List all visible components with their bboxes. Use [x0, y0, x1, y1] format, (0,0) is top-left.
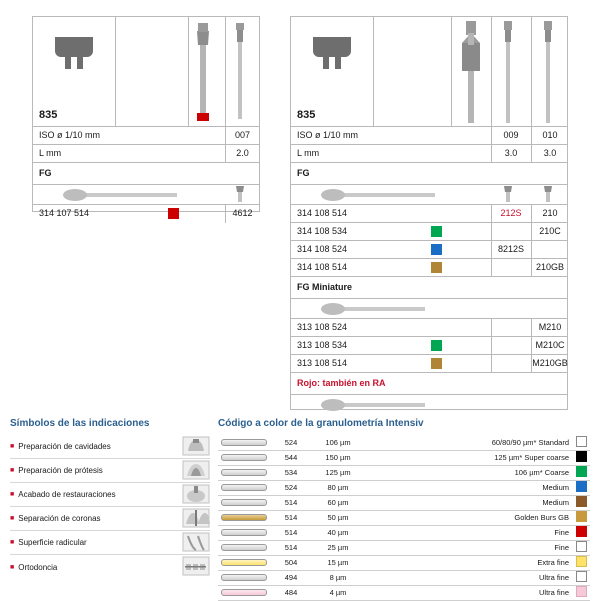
bur-drawing-slim: [229, 23, 251, 123]
divider-or4b: [531, 259, 532, 276]
divider-m3a: [491, 355, 492, 372]
symbol-icon-separation: [182, 508, 210, 530]
cc-swatch-5: [572, 510, 590, 525]
symbol-row-protesis: [10, 459, 210, 483]
symbols-title: Símbolos de las indicaciones: [10, 418, 150, 429]
product-block-left: [32, 16, 260, 218]
cc-size-4: 60 µm: [312, 495, 364, 510]
cc-bar-3: [218, 480, 270, 495]
cc-desc-7: Fine: [364, 540, 572, 555]
symbol-icon-cavity: [182, 436, 210, 458]
order-ref-right-3: 314 108 524: [297, 244, 348, 254]
divider-or1b: [531, 205, 532, 222]
footnote-row: [291, 373, 567, 395]
row-fg-right-label: FG: [297, 168, 310, 178]
row-iso-right-value-1: 009: [503, 130, 519, 140]
table-row: [218, 555, 590, 570]
table-row: [218, 495, 590, 510]
symbol-label-5: Ortodoncia: [18, 562, 58, 572]
mini-code-3: M210GB: [532, 358, 568, 368]
divider-or1a: [491, 205, 492, 222]
cc-swatch-3: [572, 480, 590, 495]
mini-row-1: [291, 319, 567, 337]
row-fg-miniature: [291, 277, 567, 299]
divider-m2b: [531, 337, 532, 354]
cc-desc-10: Ultra fine: [364, 585, 572, 600]
order-ref-right-1: 314 108 514: [297, 208, 348, 218]
divider-iso-r2: [531, 127, 532, 144]
product-left-header: [33, 17, 259, 127]
symbol-label-0: Preparación de cavidades: [18, 442, 111, 451]
cc-desc-1: 125 µm* Super coarse: [364, 450, 572, 465]
mini-swatch-3: [431, 358, 442, 369]
table-row: [218, 540, 590, 555]
row-iso-left-label: ISO ø 1/10 mm: [39, 130, 101, 140]
cc-swatch-10: [572, 585, 590, 600]
cc-bar-0: [218, 435, 270, 450]
row-fg-left-label: FG: [39, 168, 52, 178]
order-ref-right-2: 314 108 534: [297, 226, 348, 236]
row-length-left: [33, 145, 259, 163]
order-swatch-left: [168, 208, 179, 219]
divider-len-r1: [491, 145, 492, 162]
cc-num-7: 514: [270, 540, 312, 555]
symbol-icon-finishing: [182, 484, 210, 506]
cc-size-3: 80 µm: [312, 480, 364, 495]
symbol-label-3: Separación de coronas: [18, 514, 101, 523]
cc-bar-6: [218, 525, 270, 540]
cc-swatch-9: [572, 570, 590, 585]
product-right-header: [291, 17, 567, 127]
order-row-right-4: [291, 259, 567, 277]
table-row: [218, 450, 590, 465]
mini-code-2: M210C: [535, 340, 565, 350]
cc-bar-4: [218, 495, 270, 510]
divider-r1: [373, 17, 374, 126]
divider-order-left: [225, 205, 226, 223]
divider-3: [225, 17, 226, 126]
mini-code-1: M210: [538, 322, 562, 332]
divider-1: [115, 17, 116, 126]
cc-size-0: 106 µm: [312, 435, 364, 450]
cc-size-1: 150 µm: [312, 450, 364, 465]
table-row: [218, 510, 590, 525]
order-swatch-right-4: [431, 262, 442, 273]
symbol-label-4: Superficie radicular: [18, 538, 87, 547]
cc-desc-6: Fine: [364, 525, 572, 540]
table-row: [218, 480, 590, 495]
row-iso-left-value: 007: [234, 130, 251, 140]
cc-swatch-1: [572, 450, 590, 465]
divider-r3: [491, 17, 492, 126]
divider-or2b: [531, 223, 532, 240]
row-length-left-label: L mm: [39, 148, 62, 158]
symbol-row-acabado: [10, 483, 210, 507]
cc-num-8: 504: [270, 555, 312, 570]
cc-size-7: 25 µm: [312, 540, 364, 555]
cc-size-10: 4 µm: [312, 585, 364, 600]
cc-swatch-6: [572, 525, 590, 540]
order-row-right-2: [291, 223, 567, 241]
cc-swatch-7: [572, 540, 590, 555]
product-block-right: [290, 16, 568, 410]
bur-tip-right-2: [537, 186, 559, 204]
cc-num-1: 544: [270, 450, 312, 465]
bullet-icon: ■: [10, 515, 15, 522]
order-row-right-3: [291, 241, 567, 259]
mini-ref-3: 313 108 514: [297, 358, 348, 368]
divider-row-iso: [225, 127, 226, 144]
order-row-right-1: [291, 205, 567, 223]
row-length-right: [291, 145, 567, 163]
cc-bar-2: [218, 465, 270, 480]
table-row: [218, 525, 590, 540]
cc-size-8: 15 µm: [312, 555, 364, 570]
mini-ref-2: 313 108 534: [297, 340, 348, 350]
cc-bar-9: [218, 570, 270, 585]
table-row: [218, 585, 590, 600]
cc-size-2: 125 µm: [312, 465, 364, 480]
divider-iso-r1: [491, 127, 492, 144]
cc-bar-1: [218, 450, 270, 465]
row-iso-right-value-2: 010: [542, 130, 558, 140]
row-shank-left: [33, 185, 259, 205]
cc-num-5: 514: [270, 510, 312, 525]
color-code-table: [218, 435, 590, 601]
divider-or4a: [491, 259, 492, 276]
cc-num-6: 514: [270, 525, 312, 540]
cc-size-5: 50 µm: [312, 510, 364, 525]
shank-illustration-right: [321, 188, 441, 202]
row-fg-left: [33, 163, 259, 185]
row-length-right-value-1: 3.0: [504, 148, 518, 158]
mini-swatch-2: [431, 340, 442, 351]
symbol-row-radicular: [10, 531, 210, 555]
row-shank-right: [291, 185, 567, 205]
symbol-label-1: Preparación de prótesis: [18, 466, 103, 475]
divider-m1a: [491, 319, 492, 336]
cc-num-10: 484: [270, 585, 312, 600]
order-swatch-right-3: [431, 244, 442, 255]
cc-num-4: 514: [270, 495, 312, 510]
cc-desc-4: Medium: [364, 495, 572, 510]
table-row: [218, 570, 590, 585]
divider-m1b: [531, 319, 532, 336]
divider-or3b: [531, 241, 532, 258]
bullet-icon: ■: [10, 491, 15, 498]
bur-drawing-right-large: [451, 21, 491, 125]
cc-desc-5: Golden Burs GB: [364, 510, 572, 525]
divider-m2a: [491, 337, 492, 354]
footnote-label: Rojo: también en RA: [297, 378, 386, 388]
cc-bar-8: [218, 555, 270, 570]
divider-r4: [531, 17, 532, 126]
row-fg-right: [291, 163, 567, 185]
symbol-icon-prosthesis: [182, 460, 210, 482]
divider-or3a: [491, 241, 492, 258]
order-code-left: 4612: [232, 208, 253, 218]
product-right-code: 835: [297, 109, 316, 121]
order-right-right-4: 210GB: [535, 262, 565, 272]
divider-or2a: [491, 223, 492, 240]
order-ref-right-4: 314 108 514: [297, 262, 348, 272]
symbol-icon-root-surface: [182, 532, 210, 554]
symbols-section: [10, 418, 210, 579]
symbol-row-ortodoncia: [10, 555, 210, 579]
symbol-icon-orthodontics: [182, 556, 210, 578]
cc-bar-10: [218, 585, 270, 600]
row-iso-right-label: ISO ø 1/10 mm: [297, 130, 359, 140]
order-mid-right-1: 212S: [500, 208, 522, 218]
order-ref-left: 314 107 514: [39, 208, 90, 218]
cc-num-0: 524: [270, 435, 312, 450]
symbol-row-cavidades: [10, 435, 210, 459]
bur-tip-left: [229, 186, 251, 204]
order-right-right-2: 210C: [539, 226, 561, 236]
divider-row-length: [225, 145, 226, 162]
shank-illustration-left: [63, 188, 183, 202]
row-iso-right: [291, 127, 567, 145]
cc-num-9: 494: [270, 570, 312, 585]
cc-num-2: 534: [270, 465, 312, 480]
bullet-icon: ■: [10, 443, 15, 450]
mini-row-2: [291, 337, 567, 355]
cc-desc-3: Medium: [364, 480, 572, 495]
cc-swatch-4: [572, 495, 590, 510]
cc-swatch-2: [572, 465, 590, 480]
product-left-code: 835: [39, 109, 58, 121]
color-code-section: [218, 418, 590, 601]
divider-m3b: [531, 355, 532, 372]
cc-size-6: 40 µm: [312, 525, 364, 540]
order-row-left: [33, 205, 259, 223]
cc-size-9: 8 µm: [312, 570, 364, 585]
table-row: [218, 435, 590, 450]
cc-desc-0: 60/80/90 µm* Standard: [364, 435, 572, 450]
row-shank-miniature: [291, 299, 567, 319]
row-length-right-value-2: 3.0: [543, 148, 557, 158]
order-right-right-1: 210: [542, 208, 558, 218]
table-row: [218, 465, 590, 480]
cc-swatch-8: [572, 555, 590, 570]
cc-bar-5: [218, 510, 270, 525]
cc-desc-9: Ultra fine: [364, 570, 572, 585]
cc-desc-2: 106 µm* Coarse: [364, 465, 572, 480]
shank-illustration-miniature: [321, 302, 431, 316]
bullet-icon: ■: [10, 563, 15, 571]
row-length-left-value: 2.0: [236, 148, 249, 158]
shank-illustration-footnote: [321, 398, 431, 412]
cc-bar-7: [218, 540, 270, 555]
bullet-icon: ■: [10, 539, 15, 546]
cc-swatch-0: [572, 435, 590, 450]
symbol-label-2: Acabado de restauraciones: [18, 490, 116, 499]
divider-len-r2: [531, 145, 532, 162]
order-mid-right-3: 8212S: [497, 244, 525, 254]
footnote-shank-row: [291, 395, 567, 415]
fg-miniature-label: FG Miniature: [297, 282, 353, 292]
symbol-row-separacion: [10, 507, 210, 531]
bur-drawing-right-slim2: [537, 21, 559, 125]
bullet-icon: ■: [10, 467, 15, 474]
bur-drawing-large: [188, 23, 218, 123]
mini-ref-1: 313 108 524: [297, 322, 348, 332]
cc-desc-8: Extra fine: [364, 555, 572, 570]
row-iso-left: [33, 127, 259, 145]
row-length-right-label: L mm: [297, 148, 320, 158]
cc-num-3: 524: [270, 480, 312, 495]
bur-drawing-right-slim1: [497, 21, 519, 125]
color-code-title: Código a color de la granulometría Intensiv: [218, 418, 424, 429]
bur-tip-right-1: [497, 186, 519, 204]
mini-row-3: [291, 355, 567, 373]
order-swatch-right-2: [431, 226, 442, 237]
